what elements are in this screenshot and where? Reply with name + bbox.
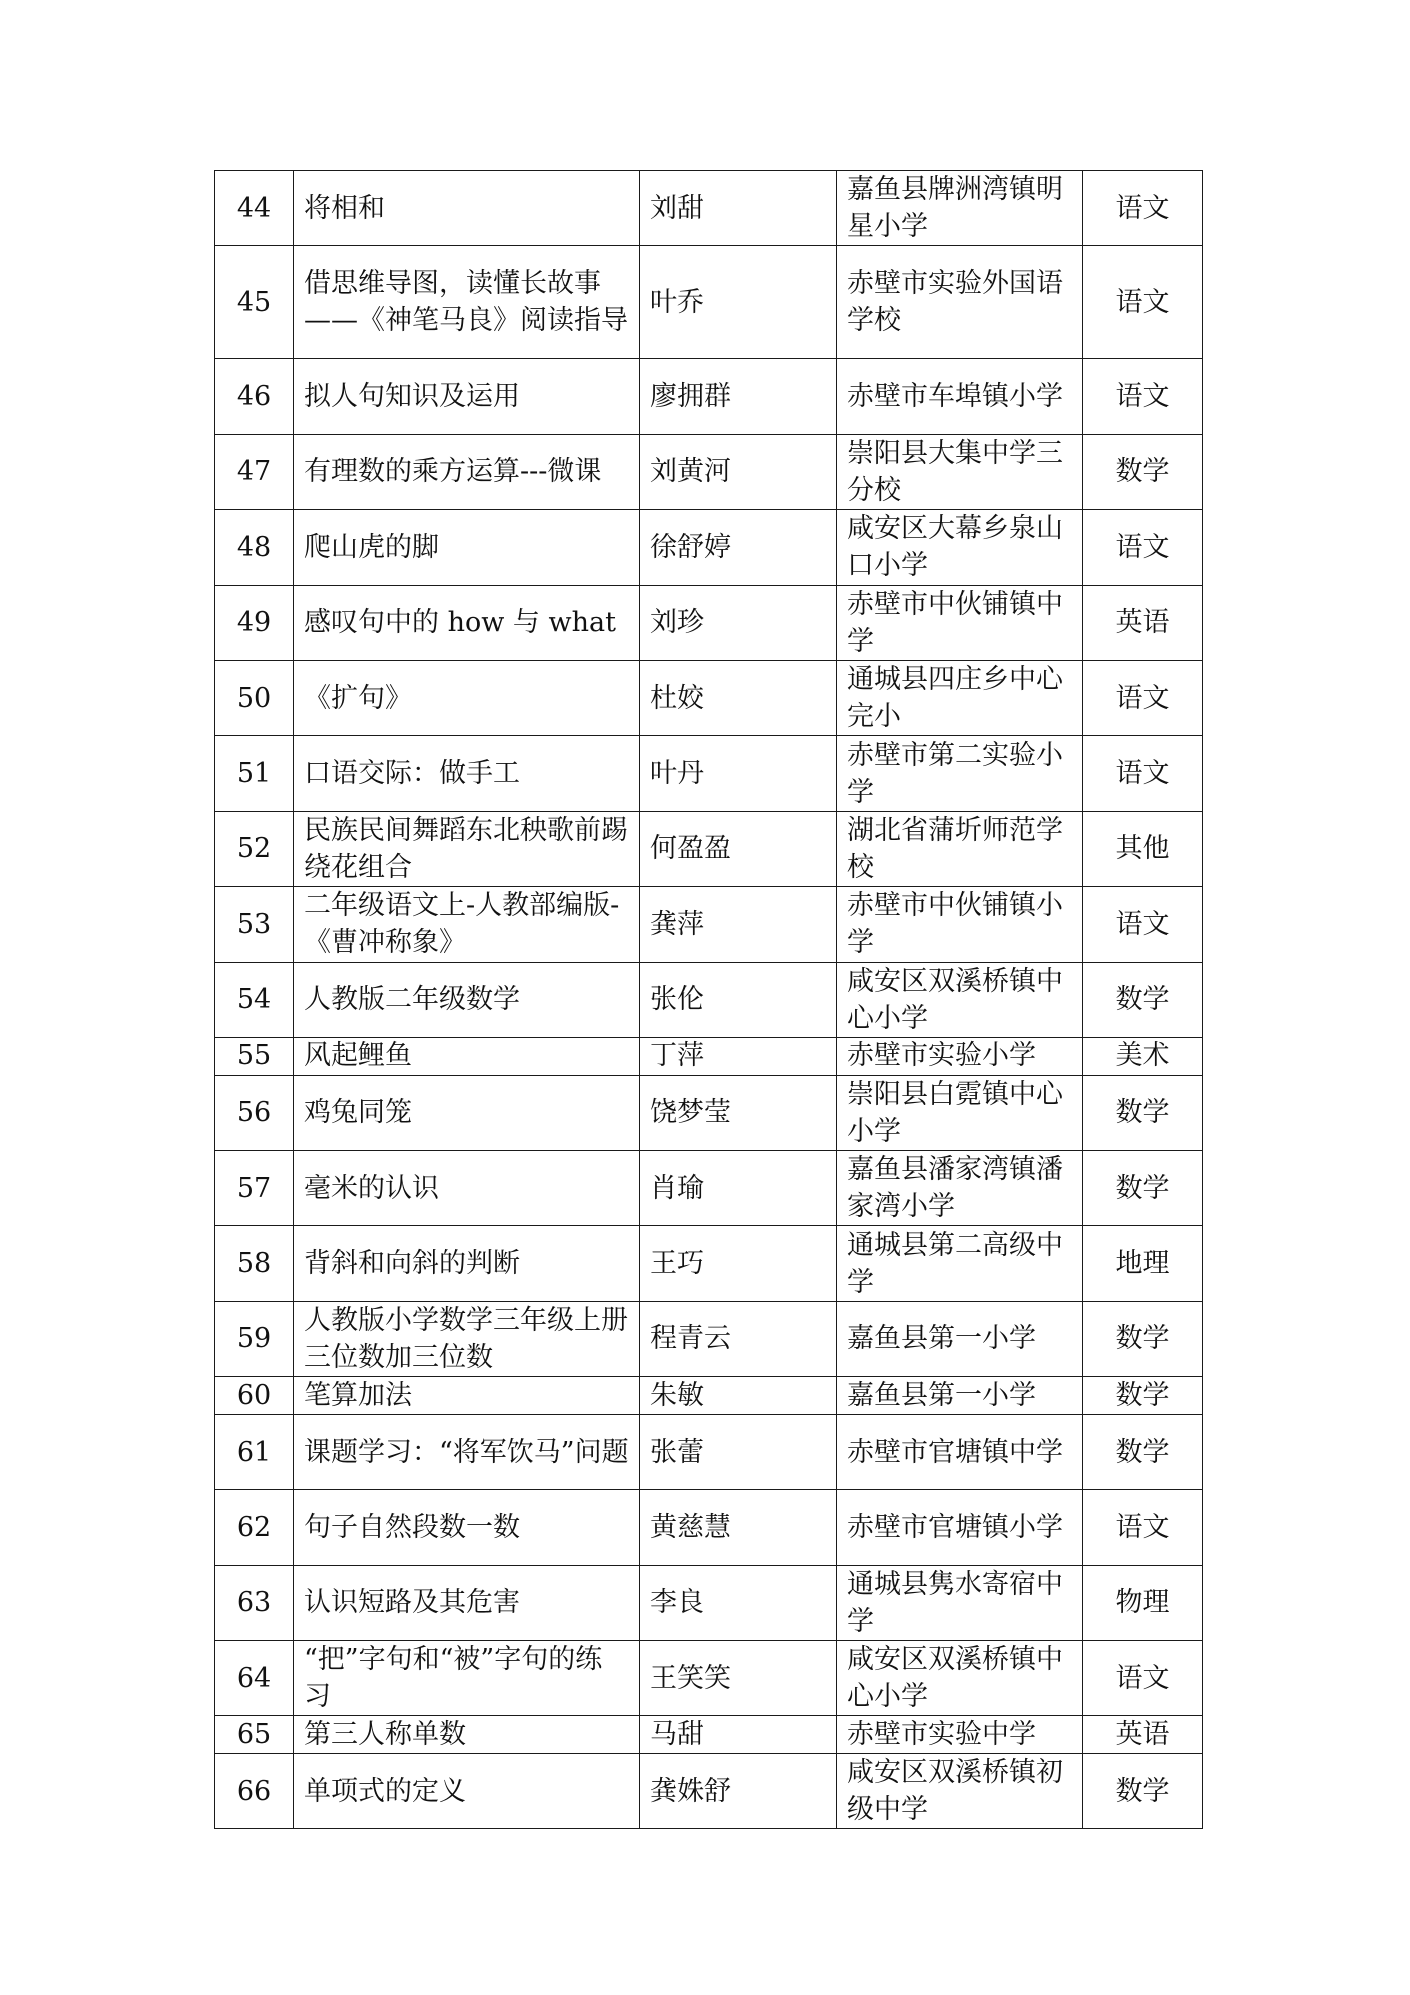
cell-teacher: 叶乔 [640, 246, 837, 359]
cell-school: 赤壁市官塘镇中学 [837, 1414, 1083, 1489]
table-row [215, 1150, 1203, 1225]
table-row [215, 1075, 1203, 1150]
cell-school: 通城县第二高级中学 [837, 1226, 1083, 1301]
cell-school: 赤壁市实验小学 [837, 1037, 1083, 1075]
table-row [215, 736, 1203, 811]
cell-teacher: 李良 [640, 1565, 837, 1640]
cell-teacher: 刘甜 [640, 171, 837, 246]
cell-title: 背斜和向斜的判断 [294, 1226, 640, 1301]
table-row [215, 1490, 1203, 1565]
table-row [215, 1716, 1203, 1754]
cell-number: 52 [215, 811, 294, 886]
cell-number: 47 [215, 434, 294, 509]
table-row [215, 246, 1203, 359]
cell-subject: 英语 [1083, 1716, 1203, 1754]
cell-number: 53 [215, 887, 294, 962]
cell-teacher: 马甜 [640, 1716, 837, 1754]
cell-teacher: 张伦 [640, 962, 837, 1037]
cell-school: 湖北省蒲圻师范学校 [837, 811, 1083, 886]
cell-number: 61 [215, 1414, 294, 1489]
cell-school: 通城县隽水寄宿中学 [837, 1565, 1083, 1640]
cell-subject: 语文 [1083, 510, 1203, 585]
cell-teacher: 丁萍 [640, 1037, 837, 1075]
cell-number: 57 [215, 1150, 294, 1225]
table-row [215, 1565, 1203, 1640]
cell-subject: 其他 [1083, 811, 1203, 886]
cell-subject: 美术 [1083, 1037, 1203, 1075]
cell-school: 嘉鱼县第一小学 [837, 1377, 1083, 1415]
cell-number: 50 [215, 660, 294, 735]
cell-number: 49 [215, 585, 294, 660]
cell-number: 45 [215, 246, 294, 359]
cell-subject: 语文 [1083, 887, 1203, 962]
table-row [215, 1226, 1203, 1301]
cell-subject: 数学 [1083, 1301, 1203, 1376]
cell-number: 63 [215, 1565, 294, 1640]
cell-title: 爬山虎的脚 [294, 510, 640, 585]
cell-school: 嘉鱼县牌洲湾镇明星小学 [837, 171, 1083, 246]
cell-title: 人教版小学数学三年级上册三位数加三位数 [294, 1301, 640, 1376]
cell-title: 句子自然段数一数 [294, 1490, 640, 1565]
cell-subject: 数学 [1083, 1754, 1203, 1829]
cell-number: 54 [215, 962, 294, 1037]
cell-title: 单项式的定义 [294, 1754, 640, 1829]
cell-school: 赤壁市官塘镇小学 [837, 1490, 1083, 1565]
cell-school: 嘉鱼县第一小学 [837, 1301, 1083, 1376]
cell-title: 笔算加法 [294, 1377, 640, 1415]
table-row [215, 1754, 1203, 1829]
cell-school: 咸安区双溪桥镇中心小学 [837, 962, 1083, 1037]
table-body [215, 171, 1203, 1829]
cell-title: 感叹句中的 how 与 what [294, 585, 640, 660]
cell-school: 赤壁市实验外国语学校 [837, 246, 1083, 359]
table-row [215, 434, 1203, 509]
cell-number: 48 [215, 510, 294, 585]
table-row [215, 1641, 1203, 1716]
cell-title: 借思维导图，读懂长故事——《神笔马良》阅读指导 [294, 246, 640, 359]
cell-school: 赤壁市车埠镇小学 [837, 359, 1083, 434]
cell-subject: 语文 [1083, 660, 1203, 735]
cell-title: 拟人句知识及运用 [294, 359, 640, 434]
cell-school: 赤壁市中伙铺镇小学 [837, 887, 1083, 962]
cell-school: 崇阳县白霓镇中心小学 [837, 1075, 1083, 1150]
cell-title: 风起鲤鱼 [294, 1037, 640, 1075]
cell-school: 赤壁市中伙铺镇中学 [837, 585, 1083, 660]
cell-subject: 语文 [1083, 1641, 1203, 1716]
cell-title: 口语交际：做手工 [294, 736, 640, 811]
cell-teacher: 龚姝舒 [640, 1754, 837, 1829]
table-row [215, 811, 1203, 886]
cell-title: 有理数的乘方运算---微课 [294, 434, 640, 509]
cell-subject: 物理 [1083, 1565, 1203, 1640]
cell-teacher: 王笑笑 [640, 1641, 837, 1716]
cell-school: 咸安区双溪桥镇初级中学 [837, 1754, 1083, 1829]
table-row [215, 1301, 1203, 1376]
cell-subject: 英语 [1083, 585, 1203, 660]
cell-subject: 语文 [1083, 1490, 1203, 1565]
table-row [215, 359, 1203, 434]
cell-number: 51 [215, 736, 294, 811]
cell-number: 44 [215, 171, 294, 246]
table-row [215, 510, 1203, 585]
cell-number: 60 [215, 1377, 294, 1415]
cell-number: 55 [215, 1037, 294, 1075]
cell-subject: 地理 [1083, 1226, 1203, 1301]
cell-teacher: 朱敏 [640, 1377, 837, 1415]
cell-teacher: 刘珍 [640, 585, 837, 660]
cell-teacher: 黄慈慧 [640, 1490, 837, 1565]
cell-teacher: 廖拥群 [640, 359, 837, 434]
cell-title: 毫米的认识 [294, 1150, 640, 1225]
cell-number: 58 [215, 1226, 294, 1301]
cell-subject: 语文 [1083, 359, 1203, 434]
cell-school: 咸安区双溪桥镇中心小学 [837, 1641, 1083, 1716]
cell-number: 64 [215, 1641, 294, 1716]
cell-teacher: 肖瑜 [640, 1150, 837, 1225]
cell-subject: 数学 [1083, 1150, 1203, 1225]
cell-number: 62 [215, 1490, 294, 1565]
table-row [215, 1377, 1203, 1415]
cell-teacher: 徐舒婷 [640, 510, 837, 585]
cell-title: “把”字句和“被”字句的练习 [294, 1641, 640, 1716]
cell-number: 56 [215, 1075, 294, 1150]
cell-teacher: 龚萍 [640, 887, 837, 962]
cell-number: 59 [215, 1301, 294, 1376]
cell-teacher: 叶丹 [640, 736, 837, 811]
cell-title: 《扩句》 [294, 660, 640, 735]
cell-school: 通城县四庄乡中心完小 [837, 660, 1083, 735]
cell-teacher: 王巧 [640, 1226, 837, 1301]
cell-title: 认识短路及其危害 [294, 1565, 640, 1640]
cell-number: 46 [215, 359, 294, 434]
cell-teacher: 杜姣 [640, 660, 837, 735]
course-table [214, 170, 1203, 1829]
cell-number: 65 [215, 1716, 294, 1754]
cell-teacher: 饶梦莹 [640, 1075, 837, 1150]
cell-teacher: 何盈盈 [640, 811, 837, 886]
cell-subject: 数学 [1083, 1075, 1203, 1150]
cell-title: 人教版二年级数学 [294, 962, 640, 1037]
cell-school: 崇阳县大集中学三分校 [837, 434, 1083, 509]
cell-title: 将相和 [294, 171, 640, 246]
table-row [215, 660, 1203, 735]
cell-school: 咸安区大幕乡泉山口小学 [837, 510, 1083, 585]
cell-number: 66 [215, 1754, 294, 1829]
table-row [215, 1037, 1203, 1075]
cell-title: 二年级语文上-人教部编版-《曹冲称象》 [294, 887, 640, 962]
cell-school: 赤壁市实验中学 [837, 1716, 1083, 1754]
cell-teacher: 程青云 [640, 1301, 837, 1376]
table-row [215, 962, 1203, 1037]
table-row [215, 887, 1203, 962]
table-row [215, 1414, 1203, 1489]
cell-title: 鸡兔同笼 [294, 1075, 640, 1150]
cell-subject: 数学 [1083, 962, 1203, 1037]
cell-school: 赤壁市第二实验小学 [837, 736, 1083, 811]
cell-subject: 语文 [1083, 736, 1203, 811]
cell-subject: 语文 [1083, 246, 1203, 359]
cell-school: 嘉鱼县潘家湾镇潘家湾小学 [837, 1150, 1083, 1225]
cell-teacher: 刘黄河 [640, 434, 837, 509]
cell-subject: 数学 [1083, 1377, 1203, 1415]
table-row [215, 585, 1203, 660]
cell-title: 民族民间舞蹈东北秧歌前踢绕花组合 [294, 811, 640, 886]
cell-teacher: 张蕾 [640, 1414, 837, 1489]
cell-subject: 数学 [1083, 434, 1203, 509]
table-row [215, 171, 1203, 246]
cell-title: 课题学习：“将军饮马”问题 [294, 1414, 640, 1489]
cell-subject: 数学 [1083, 1414, 1203, 1489]
cell-title: 第三人称单数 [294, 1716, 640, 1754]
cell-subject: 语文 [1083, 171, 1203, 246]
